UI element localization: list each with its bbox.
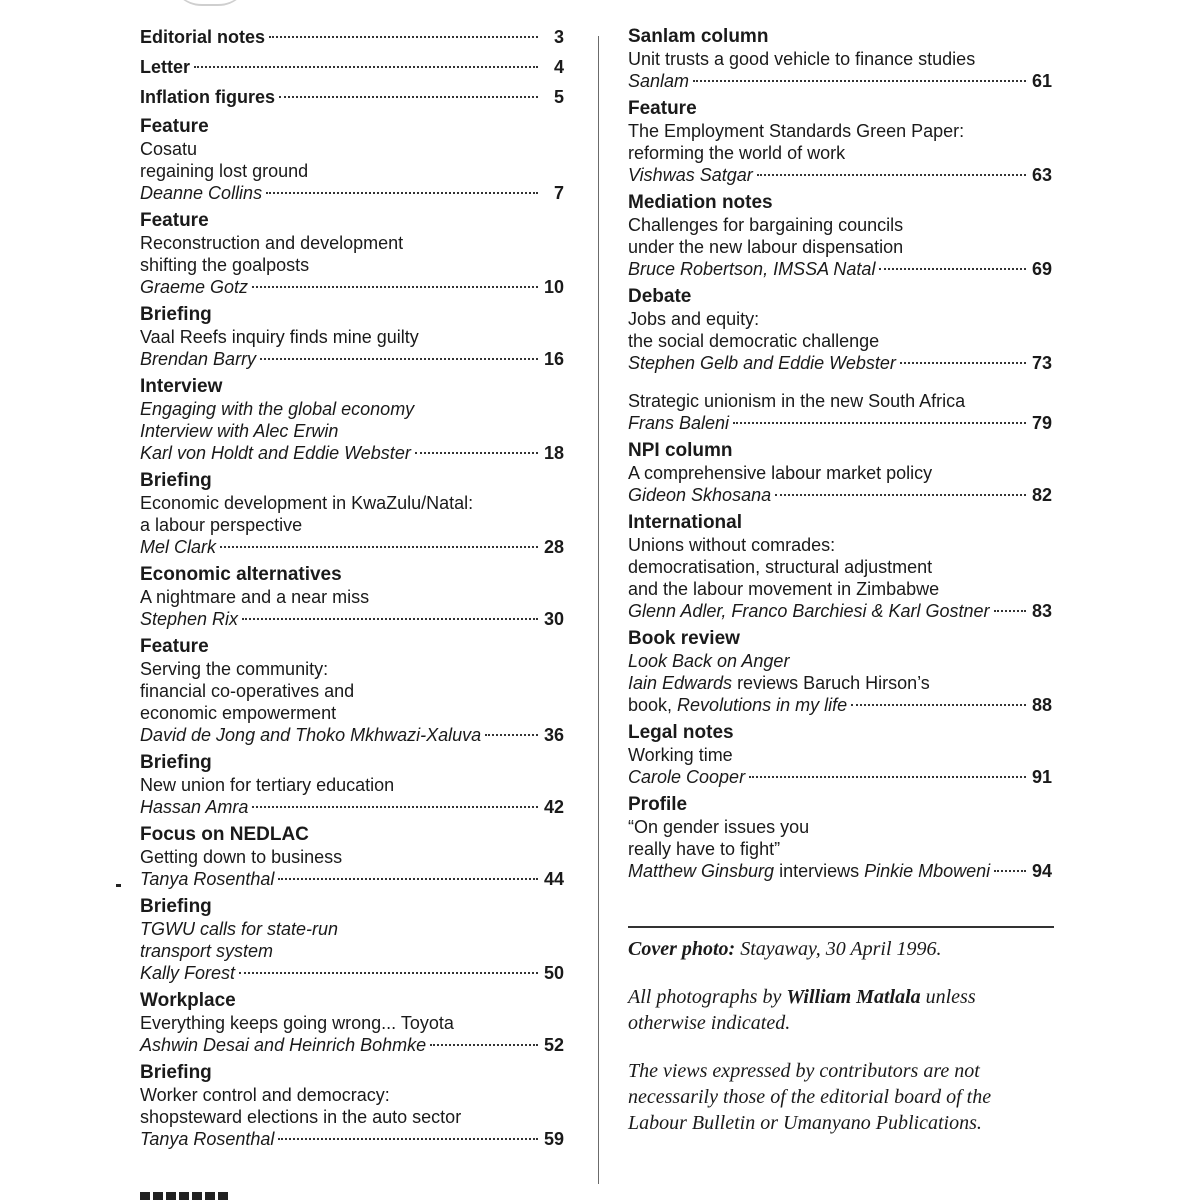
page-number: 73 — [1031, 353, 1052, 373]
book-row — [628, 694, 1052, 716]
page-edge-arc — [170, 0, 250, 6]
photographer-name: William Matlala — [786, 986, 921, 1008]
dot-leader — [252, 806, 538, 808]
disclaimer-note: The views expressed by contributors are not necessarily those of the editorial board of the Labour Bulletin or Umanyano Publications. — [628, 1060, 992, 1134]
section-heading: Debate — [628, 286, 692, 307]
left-entry — [140, 990, 564, 1056]
left-entry — [140, 564, 564, 630]
author-row — [140, 796, 564, 818]
author-text — [140, 182, 262, 204]
dot-leader — [775, 494, 1026, 496]
author-text — [140, 608, 238, 630]
author-text — [140, 442, 411, 464]
simple-row — [140, 56, 564, 78]
article-title-line: regaining lost ground — [140, 161, 309, 181]
article-title-line: New union for tertiary education — [140, 775, 395, 795]
reviewer-name: Iain Edwards — [628, 673, 733, 693]
author-text — [628, 412, 729, 434]
author-name: David de Jong and Thoko Mkhwazi-Xaluva — [140, 725, 482, 745]
author-row — [140, 608, 564, 630]
photos-suffix: unless otherwise indicated. — [628, 986, 976, 1034]
page-number: 63 — [1031, 165, 1052, 185]
photos-prefix: All photographs by — [628, 986, 787, 1008]
page-number: 94 — [1031, 861, 1052, 881]
article-title-line: Unions without comrades: — [628, 535, 836, 555]
author-text — [628, 352, 896, 374]
left-entry — [140, 896, 564, 984]
article-title-line: transport system — [140, 941, 274, 961]
section-heading: Feature — [140, 116, 209, 137]
author-row — [140, 276, 564, 298]
section-heading: Inflation figures — [140, 87, 275, 107]
page-number: 83 — [1031, 601, 1052, 621]
dot-leader — [260, 358, 538, 360]
author-text — [140, 868, 274, 890]
dot-leader — [239, 972, 538, 974]
dot-leader — [278, 878, 538, 880]
article-title-line: A comprehensive labour market policy — [628, 463, 933, 483]
author-name: Frans Baleni — [628, 413, 730, 433]
simple-row — [140, 86, 564, 108]
article-title-line: Unit trusts a good vehicle to finance studies — [628, 49, 976, 69]
article-title-line: Working time — [628, 745, 733, 765]
section-heading: NPI column — [628, 440, 733, 461]
author-name: Gideon Skhosana — [628, 485, 772, 505]
section-heading: Profile — [628, 794, 688, 815]
right-entry — [628, 390, 1052, 434]
page-number: 3 — [553, 27, 564, 47]
article-title-line: Worker control and democracy: — [140, 1085, 390, 1105]
dot-leader — [252, 286, 538, 288]
review-line — [628, 672, 1052, 694]
author-name: Hassan Amra — [140, 797, 249, 817]
section-heading: Letter — [140, 57, 191, 77]
section-heading: Book review — [628, 628, 740, 649]
dot-leader — [994, 870, 1026, 872]
section-heading: Feature — [140, 636, 209, 657]
page-number: 91 — [1031, 767, 1052, 787]
article-title-line: and the labour movement in Zimbabwe — [628, 579, 940, 599]
article-title-line: Reconstruction and development — [140, 233, 404, 253]
right-entry — [628, 512, 1052, 622]
author-row — [140, 724, 564, 746]
simple-text — [140, 86, 275, 108]
author-name: Brendan Barry — [140, 349, 257, 369]
article-title-line: Vaal Reefs inquiry finds mine guilty — [140, 327, 419, 347]
author-text — [140, 1034, 426, 1056]
author-text — [628, 766, 745, 788]
left-entry — [140, 752, 564, 818]
author-name: Vishwas Satgar — [628, 165, 753, 185]
section-heading: Economic alternatives — [140, 564, 342, 585]
simple-entries — [140, 26, 564, 108]
article-title-line: under the new labour dispensation — [628, 237, 904, 257]
section-heading: Briefing — [140, 896, 212, 917]
stray-mark — [116, 884, 121, 887]
author-name: Bruce Robertson, IMSSA Natal — [628, 259, 876, 279]
dot-leader — [220, 546, 538, 548]
section-heading: Workplace — [140, 990, 236, 1011]
author-name: Tanya Rosenthal — [140, 869, 275, 889]
reviews-text: reviews Baruch Hirson’s — [732, 673, 930, 693]
article-title-line: TGWU calls for state-run — [140, 919, 339, 939]
section-heading: International — [628, 512, 743, 533]
bottom-edge-mark — [140, 1192, 230, 1200]
author-row — [140, 868, 564, 890]
author-text — [140, 796, 248, 818]
left-entry — [140, 304, 564, 370]
article-title-line: Serving the community: — [140, 659, 329, 679]
author-row — [628, 766, 1052, 788]
article-title-line: Jobs and equity: — [628, 309, 760, 329]
author-text — [140, 962, 235, 984]
article-title-line: reforming the world of work — [628, 143, 846, 163]
simple-row — [140, 26, 564, 48]
left-entry — [140, 116, 564, 204]
author-name: Tanya Rosenthal — [140, 1129, 275, 1149]
book-prefix: book, — [628, 695, 678, 715]
article-title-line: “On gender issues you — [628, 817, 810, 837]
article-title-line: Look Back on Anger — [628, 651, 790, 671]
page-number: 44 — [543, 869, 564, 889]
cover-photo-text: Stayaway, 30 April 1996. — [735, 938, 942, 960]
section-heading: Legal notes — [628, 722, 734, 743]
dot-leader — [194, 66, 538, 68]
author-name: Glenn Adler, Franco Barchiesi & Karl Gostner — [628, 601, 990, 621]
page-number: 4 — [553, 57, 564, 77]
left-entry — [140, 470, 564, 558]
author-name: Ashwin Desai and Heinrich Bohmke — [140, 1035, 427, 1055]
dot-leader — [430, 1044, 538, 1046]
author-name: Sanlam — [628, 71, 690, 91]
article-title-line: financial co-operatives and — [140, 681, 355, 701]
article-title-line: Engaging with the global economy — [140, 399, 415, 419]
author-text — [140, 348, 256, 370]
page-number: 82 — [1031, 485, 1052, 505]
left-entries — [140, 116, 564, 1150]
author-row — [628, 412, 1052, 434]
page-number: 88 — [1031, 695, 1052, 715]
author-row — [140, 536, 564, 558]
left-entry — [140, 636, 564, 746]
author-row — [628, 600, 1052, 622]
dot-leader — [266, 192, 538, 194]
right-entry — [628, 286, 1052, 374]
cover-photo-label: Cover photo: — [628, 938, 736, 960]
right-entry — [628, 192, 1052, 280]
dot-leader — [994, 610, 1027, 612]
article-title-line: the social democratic challenge — [628, 331, 880, 351]
notes-divider — [628, 926, 1054, 928]
page-number: 79 — [1031, 413, 1052, 433]
section-heading: Feature — [140, 210, 209, 231]
article-title-line: Everything keeps going wrong... Toyota — [140, 1013, 454, 1033]
left-entry — [140, 824, 564, 890]
author-row — [140, 348, 564, 370]
page-number: 42 — [543, 797, 564, 817]
author-name: Deanne Collins — [140, 183, 263, 203]
page-number: 18 — [543, 443, 564, 463]
author-text — [140, 536, 216, 558]
page-number: 5 — [553, 87, 564, 107]
dot-leader — [269, 36, 538, 38]
book-text — [628, 694, 847, 716]
contents-right-column — [628, 26, 1052, 1158]
page-number: 59 — [543, 1129, 564, 1149]
article-title-line: Cosatu — [140, 139, 198, 159]
contents-left-column — [140, 26, 564, 1156]
page-number: 61 — [1031, 71, 1052, 91]
interviews-connector: interviews — [774, 861, 865, 881]
author-text — [628, 860, 990, 882]
dot-leader — [900, 362, 1026, 364]
article-title-line: really have to fight” — [628, 839, 781, 859]
author-text — [628, 484, 771, 506]
section-heading: Interview — [140, 376, 223, 397]
simple-text — [140, 56, 190, 78]
author-row — [140, 182, 564, 204]
article-title-line: shopsteward elections in the auto sector — [140, 1107, 462, 1127]
article-title-line: The Employment Standards Green Paper: — [628, 121, 965, 141]
page-number: 50 — [543, 963, 564, 983]
dot-leader — [693, 80, 1026, 82]
author-text — [140, 1128, 274, 1150]
article-title-line: Economic development in KwaZulu/Natal: — [140, 493, 474, 513]
author-text — [628, 258, 875, 280]
author-text — [628, 164, 753, 186]
article-title-line: A nightmare and a near miss — [140, 587, 370, 607]
photographs-note — [628, 984, 1052, 1036]
author-name: Stephen Rix — [140, 609, 239, 629]
author-name: Graeme Gotz — [140, 277, 249, 297]
dot-leader — [879, 268, 1026, 270]
section-heading: Focus on NEDLAC — [140, 824, 309, 845]
dot-leader — [415, 452, 538, 454]
dot-leader — [279, 96, 538, 98]
author-row — [628, 70, 1052, 92]
author-row — [628, 484, 1052, 506]
right-entry — [628, 440, 1052, 506]
section-heading: Briefing — [140, 304, 212, 325]
section-heading: Mediation notes — [628, 192, 773, 213]
author-name: Kally Forest — [140, 963, 236, 983]
cover-photo-note — [628, 936, 1052, 962]
article-title-line: shifting the goalposts — [140, 255, 310, 275]
dot-leader — [749, 776, 1026, 778]
page-number: 52 — [543, 1035, 564, 1055]
book-title: Revolutions in my life — [677, 695, 848, 715]
author-name: Karl von Holdt and Eddie Webster — [140, 443, 411, 463]
section-heading: Briefing — [140, 470, 212, 491]
right-entry — [628, 98, 1052, 186]
dot-leader — [757, 174, 1026, 176]
left-entry — [140, 376, 564, 464]
author-row — [628, 860, 1052, 882]
dot-leader — [733, 422, 1026, 424]
author-text — [628, 70, 689, 92]
author-text — [140, 724, 481, 746]
article-title-line: democratisation, structural adjustment — [628, 557, 933, 577]
section-heading: Briefing — [140, 1062, 212, 1083]
simple-text — [140, 26, 265, 48]
page-number: 7 — [553, 183, 564, 203]
right-entry — [628, 26, 1052, 92]
right-entries — [628, 26, 1052, 882]
article-title-line: economic empowerment — [140, 703, 337, 723]
simple-entry — [140, 26, 564, 48]
author-name: Mel Clark — [140, 537, 217, 557]
page-number: 10 — [543, 277, 564, 297]
section-heading: Sanlam column — [628, 26, 769, 47]
author-row — [628, 352, 1052, 374]
right-entry — [628, 722, 1052, 788]
column-divider — [598, 36, 599, 1184]
simple-entry — [140, 56, 564, 78]
article-title-line: Challenges for bargaining councils — [628, 215, 904, 235]
author-name: Matthew Ginsburg — [628, 861, 775, 881]
author-name: Stephen Gelb and Eddie Webster — [628, 353, 896, 373]
author-row — [628, 164, 1052, 186]
author-row — [140, 962, 564, 984]
interviewee-name: Pinkie Mboweni — [864, 861, 991, 881]
dot-leader — [485, 734, 538, 736]
right-entry — [628, 794, 1052, 882]
author-row — [140, 1034, 564, 1056]
author-row — [140, 1128, 564, 1150]
page-number: 36 — [543, 725, 564, 745]
left-entry — [140, 1062, 564, 1150]
simple-entry — [140, 86, 564, 108]
author-row — [628, 258, 1052, 280]
author-text — [628, 600, 990, 622]
article-title-line: Interview with Alec Erwin — [140, 421, 339, 441]
right-entry — [628, 628, 1052, 716]
author-name: Carole Cooper — [628, 767, 746, 787]
left-entry — [140, 210, 564, 298]
article-title-line: a labour perspective — [140, 515, 303, 535]
author-row — [140, 442, 564, 464]
article-title-line: Getting down to business — [140, 847, 343, 867]
dot-leader — [851, 704, 1026, 706]
page-number: 30 — [543, 609, 564, 629]
dot-leader — [278, 1138, 538, 1140]
page-number: 16 — [543, 349, 564, 369]
article-title-line: Strategic unionism in the new South Africa — [628, 391, 966, 411]
page-number: 69 — [1031, 259, 1052, 279]
section-heading: Feature — [628, 98, 697, 119]
page-number: 28 — [543, 537, 564, 557]
section-heading: Editorial notes — [140, 27, 266, 47]
section-heading: Briefing — [140, 752, 212, 773]
dot-leader — [242, 618, 538, 620]
author-text — [140, 276, 248, 298]
